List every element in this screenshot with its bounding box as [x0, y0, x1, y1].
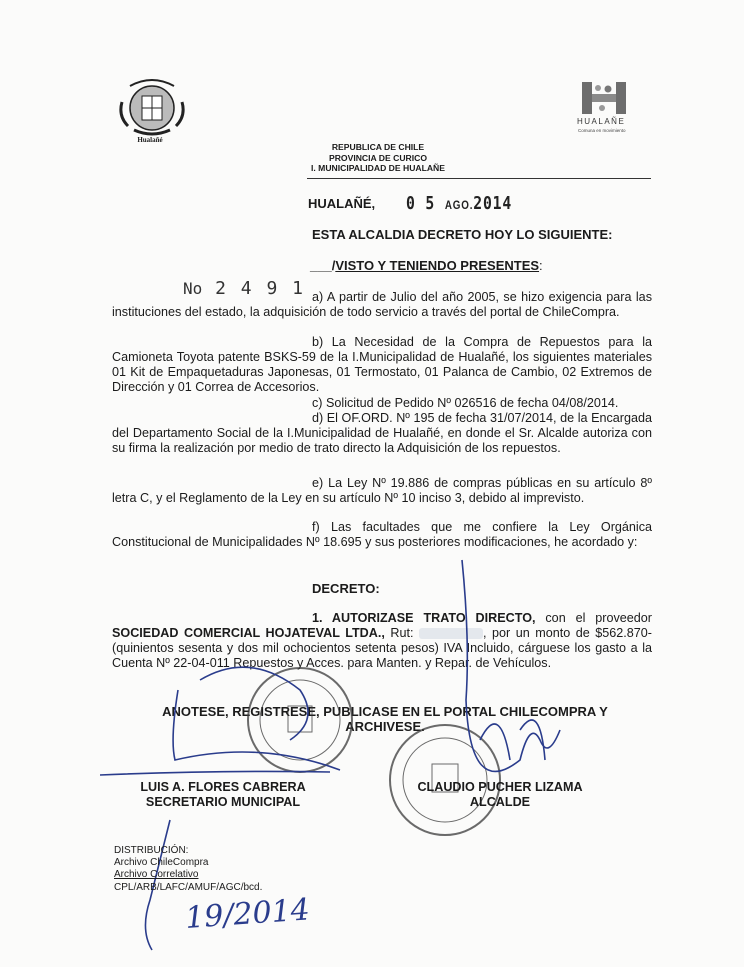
hualane-h-logo-icon [578, 80, 630, 116]
decree-intro: ESTA ALCALDIA DECRETO HOY LO SIGUIENTE: [312, 227, 613, 242]
provider-name: SOCIEDAD COMERCIAL HOJATEVAL LTDA., [112, 626, 385, 640]
mayor-name: CLAUDIO PUCHER LIZAMA [417, 780, 583, 794]
decreto-item-1-text-b: Rut: [384, 626, 419, 640]
decree-number-prefix: No [183, 279, 203, 298]
redacted-rut [419, 628, 483, 639]
mayor-title: ALCALDE [469, 795, 531, 809]
paragraph-e [112, 476, 652, 506]
place-name: HUALAÑÉ, [308, 196, 376, 211]
secretary-title: SECRETARIO MUNICIPAL [145, 795, 301, 809]
secretary-name: LUIS A. FLORES CABRERA [140, 780, 306, 794]
visto-title: VISTO Y TENIENDO PRESENTES [335, 258, 540, 273]
decreto-item-1-text-c: , por un monto de $562.870- (quinientos sesenta y dos mil ochocientos setenta pesos) IVA Incluido, cárguese los gasto a la Cuenta Nº 22-04-011 Repuestos y Acces. para Manten. y Repar. de Vehículos. [112, 626, 652, 670]
paragraph-d [112, 411, 652, 456]
distribution-initials: CPL/ARB/LAFC/AMUF/AGC/bcd. [114, 881, 263, 893]
secretary-signature-block [134, 780, 312, 810]
mayor-signature-block [410, 780, 590, 810]
paragraph-e-text: e) La Ley Nº 19.886 de compras públicas en su artículo 8º letra C, y el Reglamento de la Ley en su artículo Nº 10 inciso 3, debido al imprevisto. [112, 476, 652, 505]
decree-number: 2 4 9 1 [215, 278, 305, 299]
distribution-item: Archivo ChileCompra [114, 857, 209, 869]
document-header [300, 142, 456, 174]
paragraph-a-text: a) A partir de Julio del año 2005, se hizo exigencia para las instituciones del estado, la adquisición de todo servicio a través del portal de ChileCompra. [112, 290, 652, 319]
decreto-item-1-lead: 1. AUTORIZASE TRATO DIRECTO, [312, 611, 536, 625]
closing-order-line1: ANOTESE, REGISTRESE, PUBLICASE EN EL PORTAL CHILECOMPRA Y [162, 704, 608, 719]
decreto-item-1-text-a: con el proveedor [535, 611, 652, 625]
distribution-item: Archivo Correlativo [114, 869, 199, 881]
closing-order-line2: ARCHIVESE. [345, 719, 425, 734]
brand-slogan: Comuna en movimiento [578, 128, 626, 133]
date-month: AGO. [444, 198, 474, 212]
paragraph-c: c) Solicitud de Pedido Nº 026516 de fecha 04/08/2014. [312, 396, 619, 410]
closing-order [150, 704, 620, 734]
paragraph-d-text: d) El OF.ORD. Nº 195 de fecha 31/07/2014, de la Encargada del Departamento Social de la I.Municipalidad de Hualañé, en donde el Sr. Alcalde autoriza con su firma la realización por medio de trato directo la Adquisición de los repuestos. [112, 411, 652, 455]
paragraph-a [112, 290, 652, 320]
paragraph-f-text: f) Las facultades que me confiere la Ley Orgánica Constitucional de Municipalidades Nº 18.695 y sus posteriores modificaciones, he acordado y: [112, 520, 652, 549]
decreto-title: DECRETO: [312, 581, 380, 596]
header-divider [307, 178, 651, 179]
visto-heading [310, 258, 543, 273]
paragraph-b [112, 335, 652, 395]
paragraph-f [112, 520, 652, 550]
header-line-municipality: I. MUNICIPALIDAD DE HUALAÑE [311, 163, 445, 173]
header-line-country: REPUBLICA DE CHILE [331, 142, 425, 152]
distribution-title: DISTRIBUCIÓN: [114, 845, 189, 856]
handwritten-date: 19/2014 [184, 892, 311, 936]
visto-prefix: ___/ [310, 258, 336, 273]
decreto-item-1 [112, 611, 652, 671]
paragraph-b-text: b) La Necesidad de la Compra de Repuestos para la Camioneta Toyota patente BSKS-59 de la I.Municipalidad de Hualañé, los siguientes materiales 01 Kit de Empaquetaduras Japonesas, 01 Termostato, 01 Palanca de Cambio, 02 Extremos de Dirección y 01 Correa de Accesorios. [112, 335, 652, 394]
visto-suffix: : [539, 258, 543, 273]
municipality-name: Hualañé [137, 136, 163, 144]
distribution-list [114, 845, 262, 894]
header-line-province: PROVINCIA DE CURICO [328, 152, 428, 163]
date-year: 2014 [473, 193, 513, 214]
date-day: 0 5 [406, 193, 436, 214]
brand-name: HUALAÑE [577, 117, 626, 126]
date-stamp [406, 193, 512, 214]
